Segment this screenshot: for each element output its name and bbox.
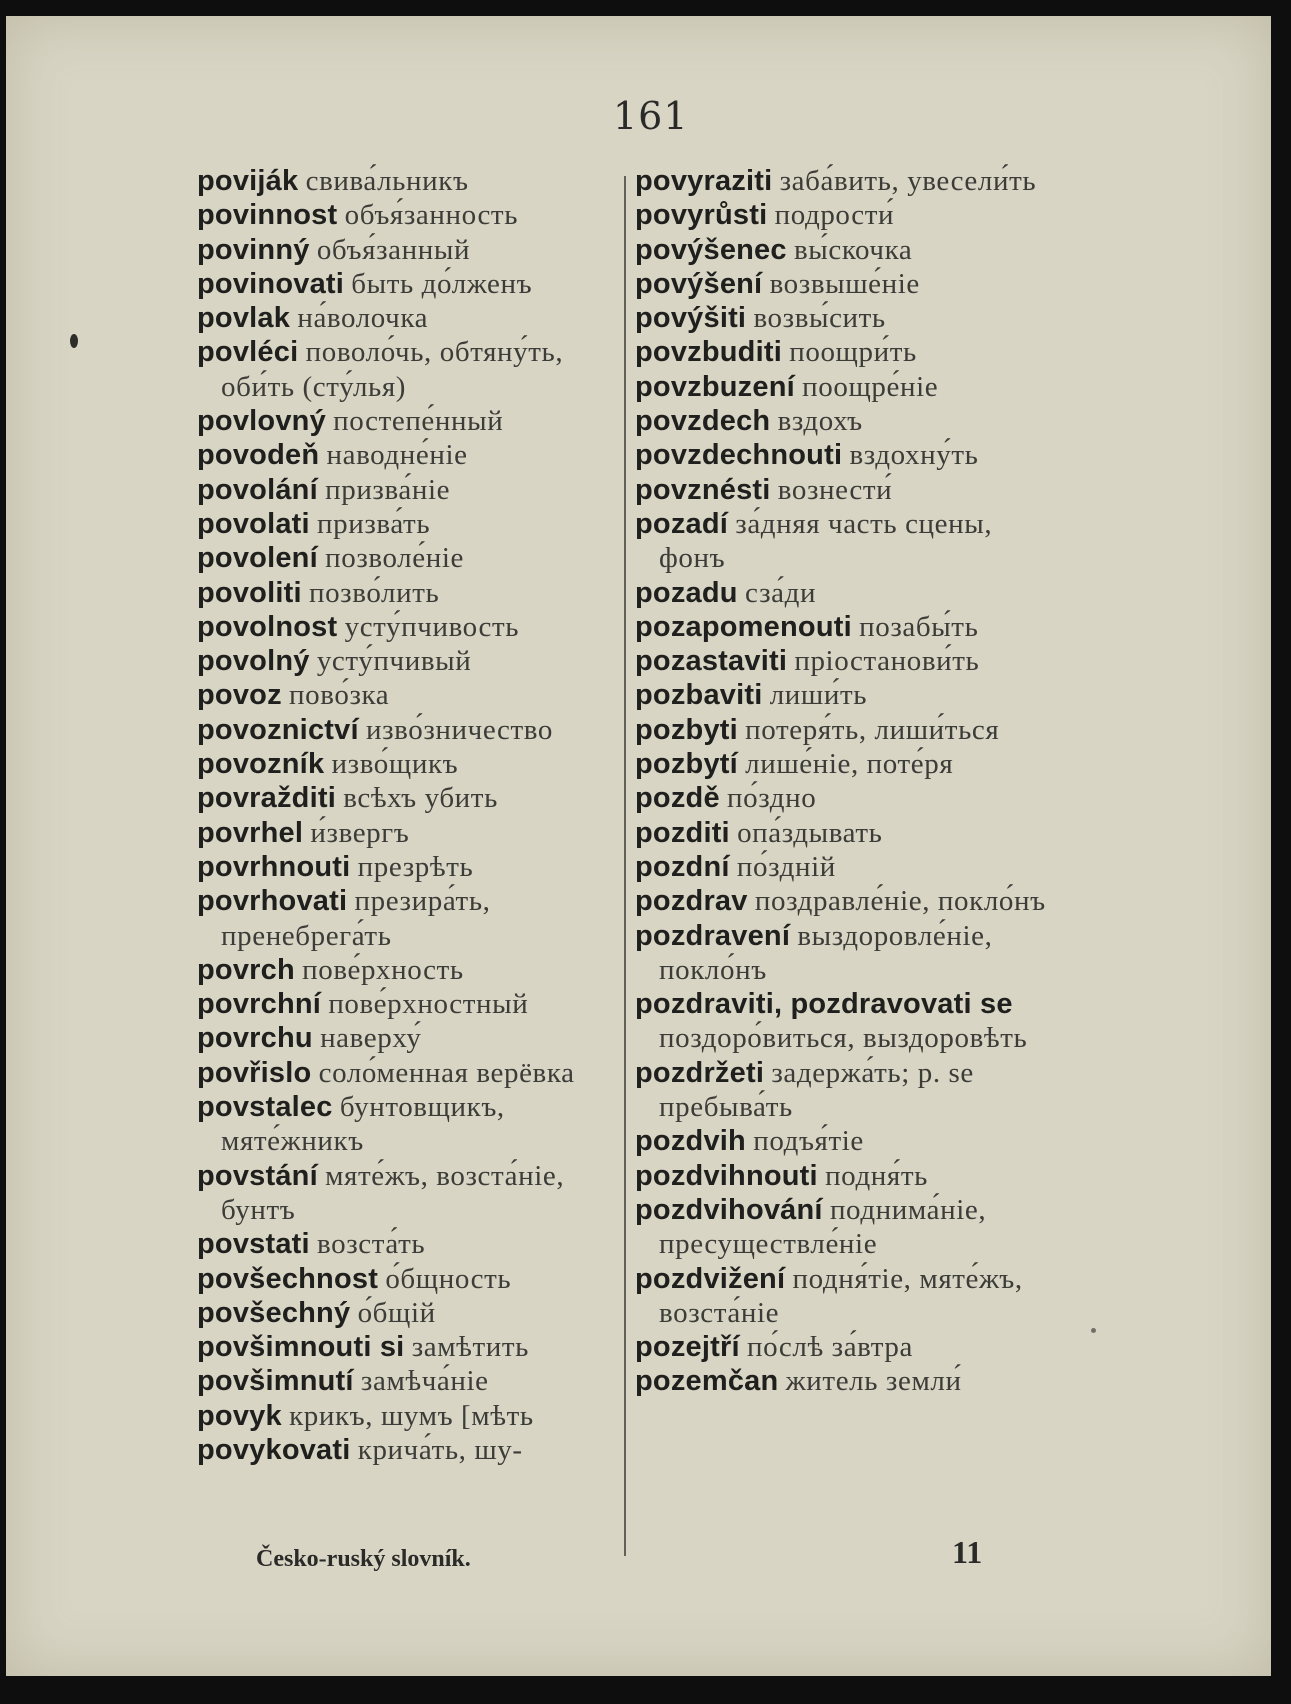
left-column bbox=[197, 164, 617, 1467]
translation: возвыше́ніе bbox=[769, 267, 920, 300]
translation: подрости́ bbox=[774, 199, 895, 232]
headword: pozdravení bbox=[635, 919, 791, 952]
headword: povrhnouti bbox=[197, 850, 351, 883]
dictionary-entry bbox=[197, 644, 617, 678]
translation: объя́занность bbox=[344, 199, 519, 232]
headword: povšimnutí bbox=[197, 1365, 354, 1398]
dictionary-page bbox=[6, 16, 1271, 1676]
dictionary-entry bbox=[635, 987, 1059, 1056]
headword: pozadu bbox=[635, 576, 738, 609]
translation: поздравле́ніе, покло́нъ bbox=[754, 885, 1046, 918]
dictionary-entry bbox=[197, 164, 617, 198]
translation: потеря́ть, лиши́ться bbox=[745, 713, 1000, 746]
headword: povyk bbox=[197, 1399, 282, 1432]
headword: pozdní bbox=[635, 850, 730, 883]
dictionary-entry bbox=[197, 953, 617, 987]
headword: pozbytí bbox=[635, 748, 738, 781]
translation: наводне́ніе bbox=[326, 439, 468, 472]
dictionary-entry bbox=[197, 1227, 617, 1261]
dictionary-entry bbox=[635, 781, 1065, 815]
headword: povstalec bbox=[197, 1091, 333, 1124]
translation: призва́ть bbox=[317, 507, 431, 540]
translation: поволо́чь, обтяну́ть, оби́ть (сту́лья) bbox=[221, 336, 564, 403]
translation: усту́пчивость bbox=[344, 610, 520, 643]
dictionary-entry bbox=[197, 1399, 617, 1433]
dictionary-entry bbox=[635, 1364, 1065, 1398]
dictionary-entry bbox=[197, 1433, 617, 1467]
dictionary-entry bbox=[635, 713, 1065, 747]
dictionary-entry bbox=[197, 507, 617, 541]
headword: povzdechnouti bbox=[635, 439, 843, 472]
translation: презрѣть bbox=[357, 850, 474, 883]
translation: о́бщій bbox=[357, 1296, 436, 1329]
translation: подня́ть bbox=[825, 1159, 928, 1192]
dictionary-entry bbox=[635, 370, 1065, 404]
dictionary-entry bbox=[197, 233, 617, 267]
signature-mark: 11 bbox=[952, 1534, 983, 1570]
headword: pozdraviti, pozdravovati se bbox=[635, 988, 1013, 1021]
dictionary-entry bbox=[197, 816, 617, 850]
translation: пове́рхностный bbox=[328, 988, 529, 1021]
dictionary-entry bbox=[635, 678, 1065, 712]
headword: povražditi bbox=[197, 782, 336, 815]
dictionary-entry bbox=[197, 473, 617, 507]
dictionary-entry bbox=[635, 1330, 1065, 1364]
translation: сза́ди bbox=[744, 576, 817, 609]
translation: пове́рхность bbox=[302, 953, 464, 986]
translation: на́волочка bbox=[297, 302, 429, 335]
dictionary-entry bbox=[197, 987, 617, 1021]
translation: усту́пчивый bbox=[316, 645, 472, 678]
translation: вздохъ bbox=[777, 405, 863, 438]
translation: по́слѣ за́втра bbox=[746, 1331, 913, 1364]
headword: povyrůsti bbox=[635, 199, 768, 232]
headword: povolení bbox=[197, 542, 318, 575]
translation: подъя́тіе bbox=[753, 1125, 864, 1158]
dictionary-entry bbox=[635, 404, 1065, 438]
headword: povstání bbox=[197, 1159, 318, 1192]
dictionary-entry bbox=[635, 267, 1065, 301]
headword: pozdvihování bbox=[635, 1193, 823, 1226]
dictionary-entry bbox=[635, 335, 1065, 369]
translation: замѣтить bbox=[411, 1331, 530, 1364]
headword: pozditi bbox=[635, 816, 730, 849]
translation: крикъ, шумъ [мѣть bbox=[289, 1399, 534, 1432]
headword: povrch bbox=[197, 953, 295, 986]
translation: вы́скочка bbox=[793, 233, 913, 266]
headword: pozdvižení bbox=[635, 1262, 786, 1295]
translation: бунтовщикъ, мяте́жникъ bbox=[221, 1091, 505, 1158]
dictionary-entry bbox=[197, 884, 616, 953]
dictionary-entry bbox=[197, 713, 617, 747]
headword: povoznictví bbox=[197, 713, 359, 746]
dictionary-entry bbox=[197, 335, 616, 404]
dictionary-entry bbox=[635, 816, 1065, 850]
translation: позво́лить bbox=[308, 576, 440, 609]
translation: вздохну́ть bbox=[849, 439, 979, 472]
translation: объя́занный bbox=[316, 233, 471, 266]
dictionary-entry bbox=[197, 1056, 616, 1090]
translation: свива́льникъ bbox=[305, 165, 469, 197]
translation: поздоро́виться, выздоровѣть bbox=[659, 1022, 1028, 1055]
dictionary-entry bbox=[197, 1330, 617, 1364]
dictionary-entry bbox=[197, 1159, 616, 1228]
dictionary-entry bbox=[197, 198, 617, 232]
headword: povýšenec bbox=[635, 233, 787, 266]
translation: соло́менная верёвка bbox=[318, 1056, 575, 1089]
headword: povšechný bbox=[197, 1296, 351, 1329]
translation: поднима́ніе, пресуществле́ніе bbox=[659, 1193, 987, 1261]
translation: быть до́лженъ bbox=[351, 267, 533, 300]
headword: pozbaviti bbox=[635, 679, 763, 712]
translation: наверху́ bbox=[320, 1022, 422, 1055]
headword: povlovný bbox=[197, 405, 326, 438]
dictionary-entry bbox=[197, 1090, 616, 1159]
headword: povrchu bbox=[197, 1022, 313, 1055]
dictionary-entry bbox=[197, 1262, 617, 1296]
translation: житель земли́ bbox=[785, 1365, 962, 1398]
translation: и́звергъ bbox=[310, 816, 410, 849]
headword: pozemčan bbox=[635, 1365, 779, 1398]
dictionary-entry bbox=[635, 233, 1065, 267]
dictionary-entry bbox=[635, 301, 1065, 335]
dictionary-entry bbox=[635, 1262, 1059, 1331]
headword: povšimnouti si bbox=[197, 1331, 405, 1364]
headword: povřislo bbox=[197, 1056, 312, 1089]
headword: povznésti bbox=[635, 473, 771, 506]
translation: поощри́ть bbox=[789, 336, 917, 369]
headword: povolati bbox=[197, 507, 310, 540]
dictionary-entry bbox=[197, 678, 617, 712]
headword: povykovati bbox=[197, 1433, 351, 1466]
dictionary-entry bbox=[635, 576, 1065, 610]
translation: позволе́ніе bbox=[325, 542, 464, 575]
headword: pozdě bbox=[635, 782, 720, 815]
headword: pozdvihnouti bbox=[635, 1159, 818, 1192]
headword: povléci bbox=[197, 336, 299, 369]
headword: povinný bbox=[197, 233, 310, 266]
dictionary-entry bbox=[197, 267, 617, 301]
dictionary-entry bbox=[197, 1021, 617, 1055]
dictionary-entry bbox=[197, 610, 617, 644]
dictionary-entry bbox=[635, 610, 1065, 644]
headword: pozdržeti bbox=[635, 1056, 765, 1089]
dictionary-entry bbox=[197, 576, 617, 610]
translation: задержа́ть; p. se пребыва́ть bbox=[659, 1056, 974, 1124]
translation: призва́ніе bbox=[325, 473, 451, 506]
translation: по́здній bbox=[736, 850, 836, 883]
translation: всѣхъ убить bbox=[343, 782, 498, 815]
dictionary-entry bbox=[635, 1056, 1059, 1125]
translation: презира́ть, пренебрега́ть bbox=[221, 885, 491, 952]
headword: povýšiti bbox=[635, 302, 747, 335]
dictionary-entry bbox=[197, 1296, 617, 1330]
dictionary-entry bbox=[635, 644, 1065, 678]
ink-spot bbox=[1091, 1328, 1096, 1333]
dictionary-entry bbox=[635, 850, 1065, 884]
headword: pozdrav bbox=[635, 885, 748, 918]
headword: pozejtří bbox=[635, 1331, 740, 1364]
headword: povrchní bbox=[197, 988, 322, 1021]
headword: povrhel bbox=[197, 816, 304, 849]
headword: povšechnost bbox=[197, 1262, 379, 1295]
translation: за́дняя часть сцены, фонъ bbox=[659, 507, 993, 575]
dictionary-entry bbox=[635, 747, 1065, 781]
headword: povrhovati bbox=[197, 885, 348, 918]
dictionary-entry bbox=[635, 1159, 1065, 1193]
translation: постепе́нный bbox=[333, 405, 504, 438]
translation: лише́ніе, поте́ря bbox=[745, 748, 954, 781]
headword: povlak bbox=[197, 302, 291, 335]
translation: по́здно bbox=[727, 782, 817, 815]
headword: povolání bbox=[197, 473, 318, 506]
headword: povzbuzení bbox=[635, 370, 795, 403]
translation: выздоровле́ніе, покло́нъ bbox=[659, 919, 993, 986]
headword: pozdvih bbox=[635, 1125, 746, 1158]
headword: povolný bbox=[197, 645, 310, 678]
headword: povzbuditi bbox=[635, 336, 782, 369]
column-divider bbox=[624, 176, 626, 1556]
translation: мяте́жъ, возста́ніе, бунтъ bbox=[221, 1159, 565, 1226]
dictionary-entry bbox=[635, 164, 1059, 198]
dictionary-entry bbox=[635, 1124, 1065, 1158]
dictionary-entry bbox=[635, 884, 1059, 918]
translation: опа́здывать bbox=[737, 816, 883, 849]
headword: povýšení bbox=[635, 267, 763, 300]
translation: замѣча́ніе bbox=[360, 1365, 489, 1398]
headword: povodeň bbox=[197, 439, 320, 472]
translation: пріостанови́ть bbox=[794, 645, 980, 678]
translation: возвы́сить bbox=[753, 302, 886, 335]
dictionary-entry bbox=[197, 301, 617, 335]
headword: povinovati bbox=[197, 267, 345, 300]
translation: поощре́ніе bbox=[802, 370, 939, 403]
translation: изво́щикъ bbox=[331, 748, 459, 781]
translation: возста́ть bbox=[317, 1228, 426, 1261]
dictionary-entry bbox=[197, 438, 617, 472]
translation: позабы́ть bbox=[859, 610, 979, 643]
dictionary-entry bbox=[197, 747, 617, 781]
headword: povolnost bbox=[197, 610, 338, 643]
translation: изво́зничество bbox=[365, 713, 553, 746]
dictionary-entry bbox=[635, 473, 1065, 507]
dictionary-entry bbox=[635, 919, 1059, 988]
dictionary-entry bbox=[197, 850, 617, 884]
headword: povzdech bbox=[635, 405, 771, 438]
headword: povinnost bbox=[197, 199, 338, 232]
book-title-footer: Česko-ruský slovník. bbox=[256, 1546, 471, 1572]
dictionary-entry bbox=[197, 781, 617, 815]
translation: подня́тіе, мяте́жъ, возста́ніе bbox=[659, 1262, 1023, 1329]
headword: povoz bbox=[197, 679, 282, 712]
dictionary-entry bbox=[635, 198, 1065, 232]
translation: крича́ть, шу- bbox=[357, 1433, 523, 1466]
dictionary-entry bbox=[635, 507, 1059, 576]
translation: лиши́ть bbox=[769, 679, 868, 712]
headword: povyraziti bbox=[635, 165, 773, 197]
translation: о́бщность bbox=[385, 1262, 512, 1295]
headword: pozadí bbox=[635, 507, 729, 540]
dictionary-entry bbox=[635, 1193, 1059, 1262]
dictionary-entry bbox=[197, 541, 617, 575]
headword: pozastaviti bbox=[635, 645, 788, 678]
ink-spot bbox=[70, 334, 78, 348]
translation: пово́зка bbox=[289, 679, 390, 712]
headword: pozbyti bbox=[635, 713, 738, 746]
right-column bbox=[635, 164, 1065, 1399]
page-number: 161 bbox=[613, 94, 689, 138]
headword: pozapomenouti bbox=[635, 610, 852, 643]
dictionary-entry bbox=[197, 404, 617, 438]
headword: povstati bbox=[197, 1228, 310, 1261]
headword: povoliti bbox=[197, 576, 302, 609]
headword: povozník bbox=[197, 748, 325, 781]
headword: poviják bbox=[197, 165, 299, 197]
dictionary-entry bbox=[197, 1364, 617, 1398]
translation: вознести́ bbox=[777, 473, 893, 506]
dictionary-entry bbox=[635, 438, 1065, 472]
translation: заба́вить, увесели́ть bbox=[779, 165, 1037, 197]
